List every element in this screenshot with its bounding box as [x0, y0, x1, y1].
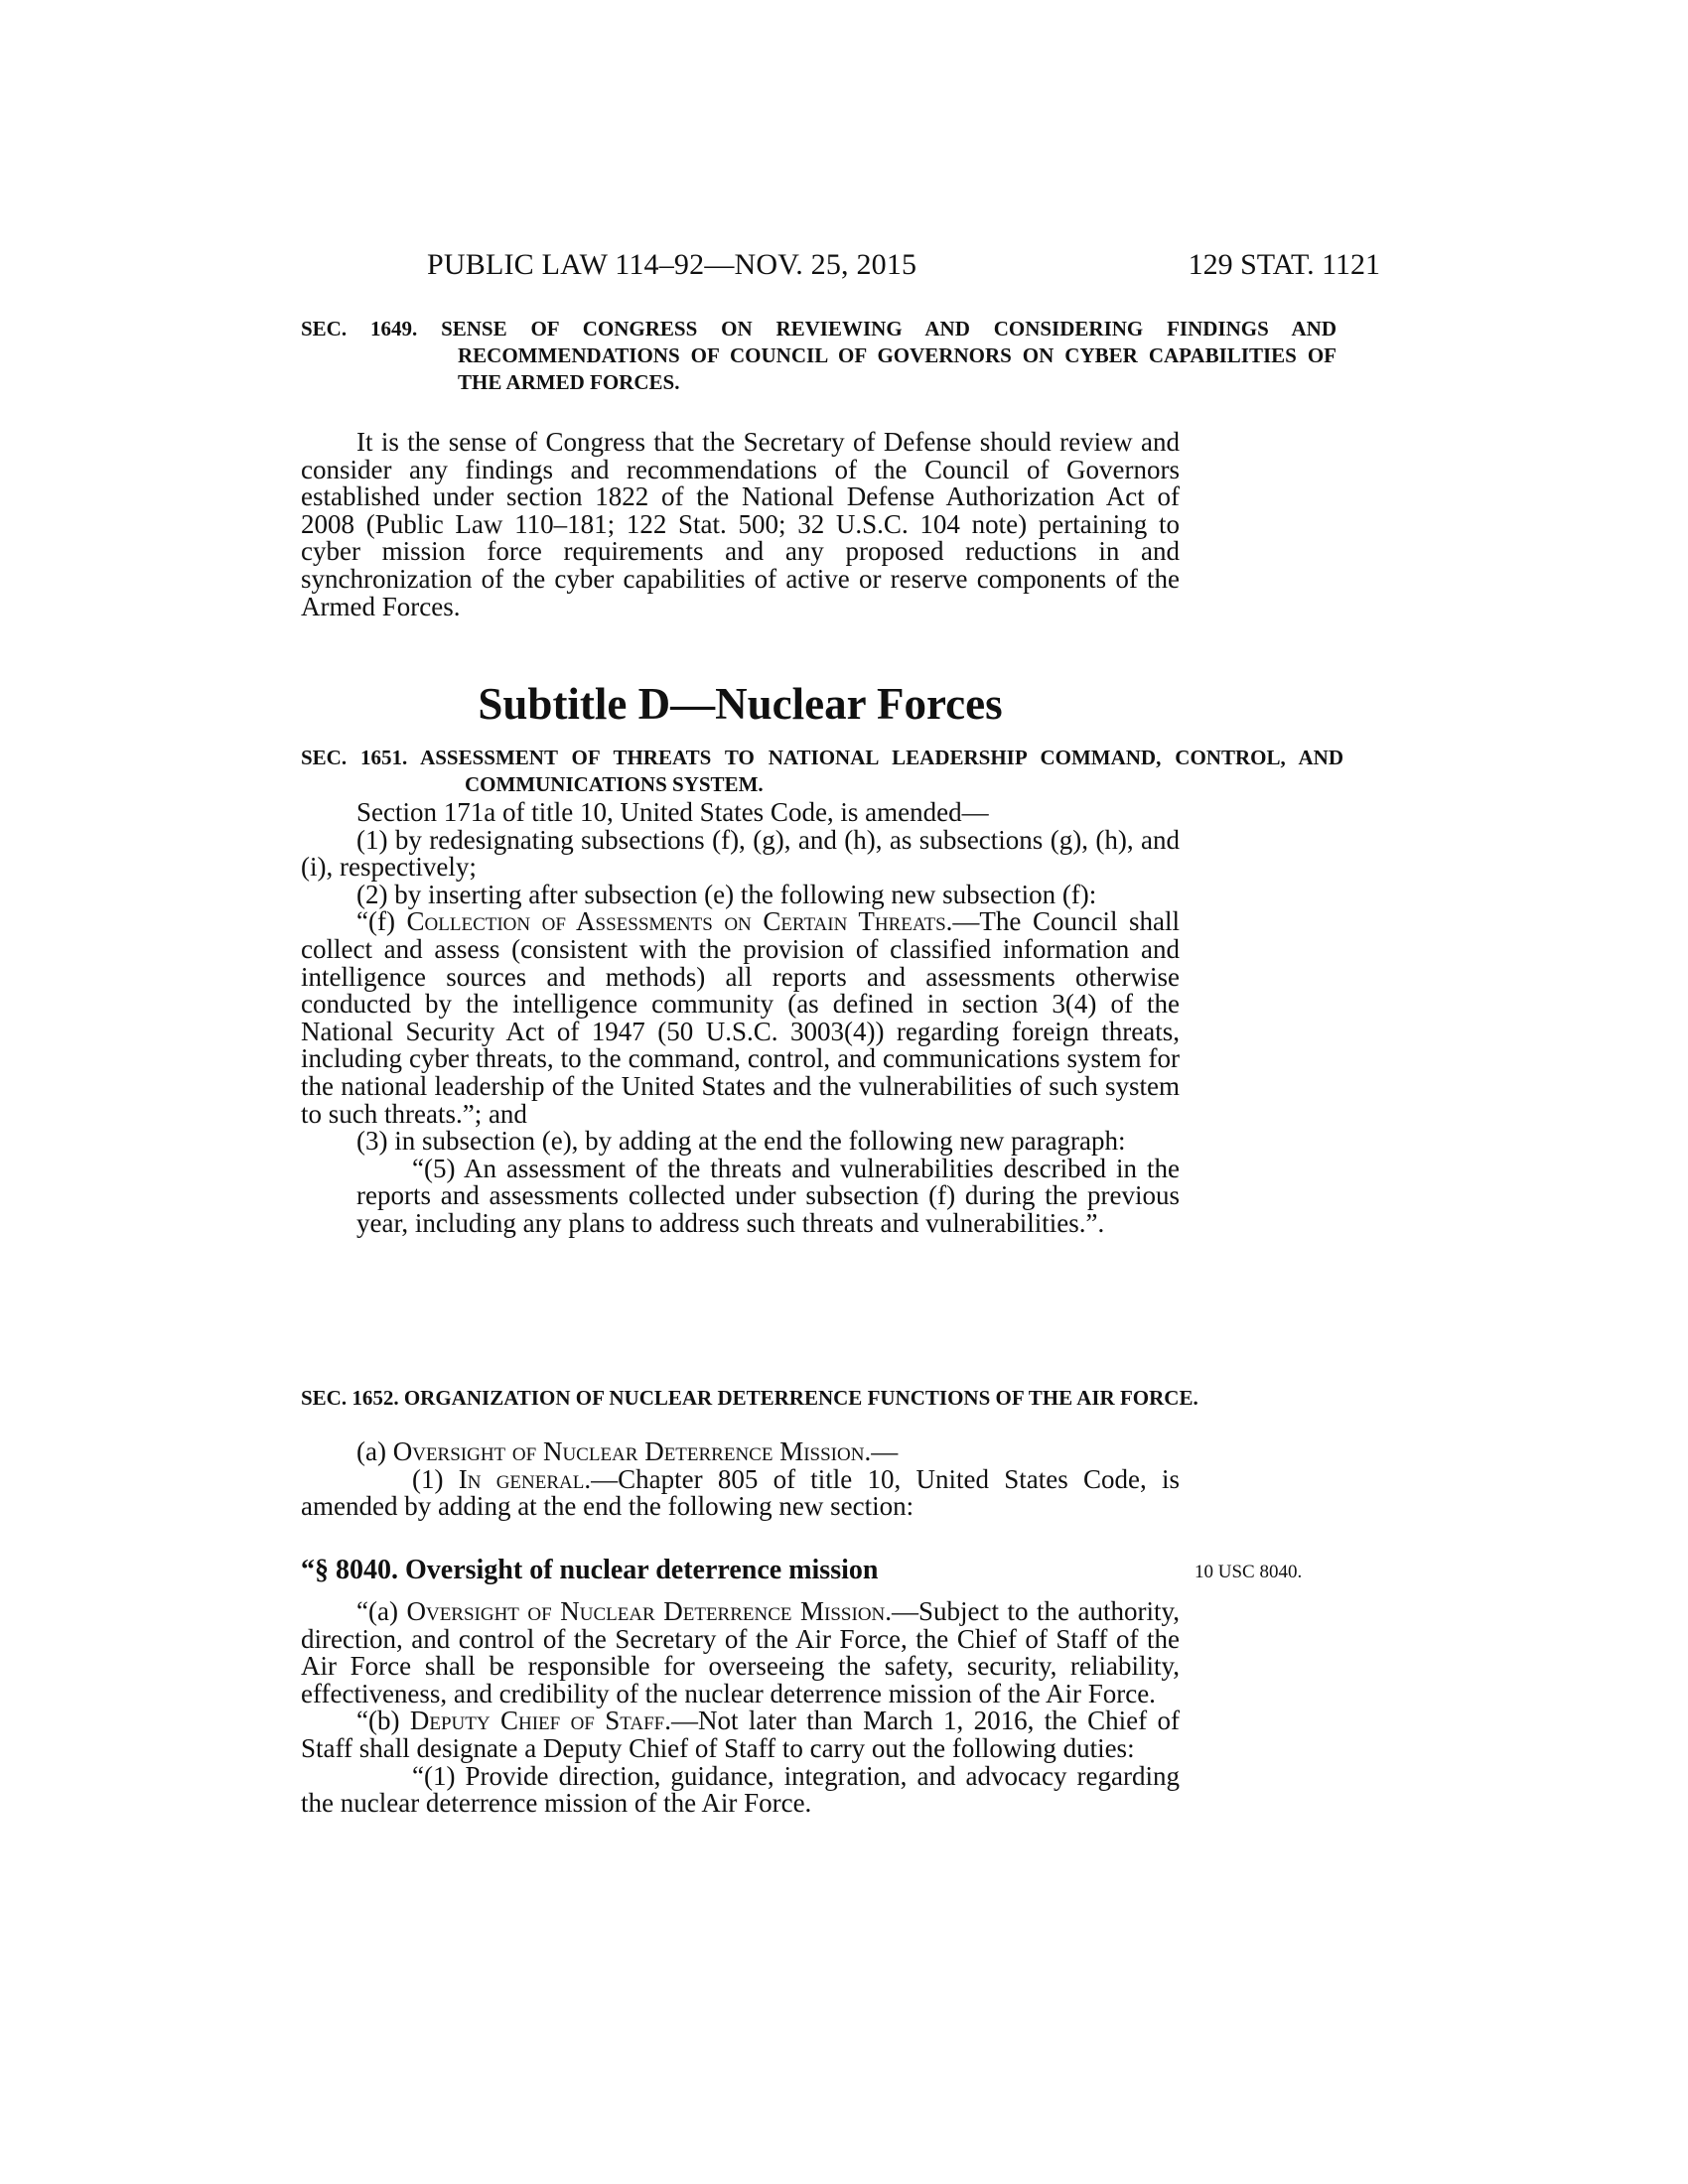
- section-8040-paragraph-1: [245, 1760, 1180, 1819]
- s8040-a-open: “(a): [356, 1596, 407, 1626]
- item-3-text: (3) in subsection (e), by adding at the end the following new paragraph:: [356, 1126, 1126, 1157]
- running-header-left: PUBLIC LAW 114–92—NOV. 25, 2015: [427, 248, 917, 281]
- section-1651-item-1: [245, 824, 1180, 883]
- section-8040-subsection-b: [301, 1707, 1180, 1762]
- quote-f-body: .—The Council shall collect and assess (consistent with the provision of classified information and intelligence sources and methods) all reports and assessments otherwise conducted by the intelligence community (as defined in section 3(4) of the National Security Act of 1947 (50 U.S.C. 3003(4)) regarding foreign threats, including cyber threats, to the command, control, and communications system for the national leadership of the United States and the vulnerabilities of such system to such threats.”; and: [301, 906, 1180, 1129]
- s8040-a-body: .—Subject to the authority, direction, and control of the Secretary of the Air Force, the Chief of Staff of the Air Force shall be responsible for overseeing the safety, security, reliability, effectiveness, and credibility of the nuclear deterrence mission of the Air Force.: [301, 1596, 1181, 1708]
- section-1651-heading: SEC. 1651. ASSESSMENT OF THREATS TO NATIONAL LEADERSHIP COMMAND, CONTROL, AND COMMUNICATIONS SYSTEM.: [301, 746, 1343, 796]
- section-1652-subsection-a: [301, 1438, 1180, 1466]
- s8040-b-open: “(b): [356, 1706, 410, 1736]
- item-2-text: (2) by inserting after subsection (e) the following new subsection (f):: [356, 879, 1097, 909]
- section-1651-item-2: [245, 879, 1180, 909]
- section-1649-heading: SEC. 1649. SENSE OF CONGRESS ON REVIEWING AND CONSIDERING FINDINGS AND RECOMMENDATIONS OF COUNCIL OF GOVERNORS ON CYBER CAPABILITIES OF THE ARMED FORCES.: [301, 317, 1336, 394]
- item-1-text: (1) by redesignating subsections (f), (g), and (h), as subsections (g), (h), and (i), respectively;: [301, 824, 1180, 883]
- section-1649-body: [301, 429, 1180, 620]
- section-1651-item-3: [245, 1128, 1180, 1156]
- s8040-b-caption: Deputy Chief of Staff: [409, 1706, 665, 1736]
- s8040-b-body: .—Not later than March 1, 2016, the Chief of Staff shall designate a Deputy Chief of Staff to carry out the following duties:: [301, 1706, 1180, 1763]
- s8040-b1-text: “(1) Provide direction, guidance, integration, and advocacy regarding the nuclear deterrence mission of the Air Force.: [301, 1760, 1180, 1819]
- section-1651-body: [301, 799, 1180, 1238]
- subtitle-heading: Subtitle D—Nuclear Forces: [478, 679, 1003, 729]
- section-1652-heading: SEC. 1652. ORGANIZATION OF NUCLEAR DETERRENCE FUNCTIONS OF THE AIR FORCE.: [301, 1386, 1198, 1410]
- quote-f-caption: Collection of Assessments on Certain Threats: [406, 906, 946, 937]
- quote-f-open: “(f): [356, 906, 407, 937]
- section-1651-intro: Section 171a of title 10, United States Code, is amended—: [356, 797, 989, 827]
- section-8040-body: [301, 1598, 1180, 1818]
- subsection-a-dash: .—: [864, 1436, 899, 1466]
- section-1649-paragraph: It is the sense of Congress that the Secretary of Defense should review and consider any findings and recommendations of the Council of Governors established under section 1822 of the National Defense Authorization Act of 2008 (Public Law 110–181; 122 Stat. 500; 32 U.S.C. 104 note) pertaining to cyber mission force requirements and any proposed reductions in and synchronization of the cyber capabilities of active or reserve components of the Armed Forces.: [301, 427, 1180, 621]
- paragraph-1-body: .—Chapter 805 of title 10, United States Code, is amended by adding at the end the following new section:: [301, 1463, 1181, 1522]
- running-header-right: 129 STAT. 1121: [1188, 248, 1380, 281]
- section-8040-heading: “§ 8040. Oversight of nuclear deterrence mission: [301, 1555, 879, 1585]
- section-1651-item-3-quote: [301, 1153, 1180, 1238]
- subsection-a-open: (a): [356, 1436, 393, 1466]
- margin-note: 10 USC 8040.: [1195, 1562, 1303, 1582]
- item-3-quote-text: “(5) An assessment of the threats and vulnerabilities described in the reports and assessments collected under subsection (f) during the previous year, including any plans to address such threats and vulnerabilities.”.: [356, 1153, 1180, 1238]
- paragraph-1-caption: In general: [458, 1463, 585, 1494]
- section-1652-body: [301, 1438, 1180, 1521]
- section-1651-quoted-subsection-f: [301, 908, 1180, 1128]
- s8040-a-caption: Oversight of Nuclear Deterrence Mission: [406, 1596, 886, 1626]
- section-1652-paragraph-1: [245, 1463, 1181, 1522]
- subsection-a-caption: Oversight of Nuclear Deterrence Mission: [392, 1436, 865, 1466]
- section-8040-subsection-a: [301, 1598, 1180, 1707]
- paragraph-1-open: (1): [412, 1463, 459, 1494]
